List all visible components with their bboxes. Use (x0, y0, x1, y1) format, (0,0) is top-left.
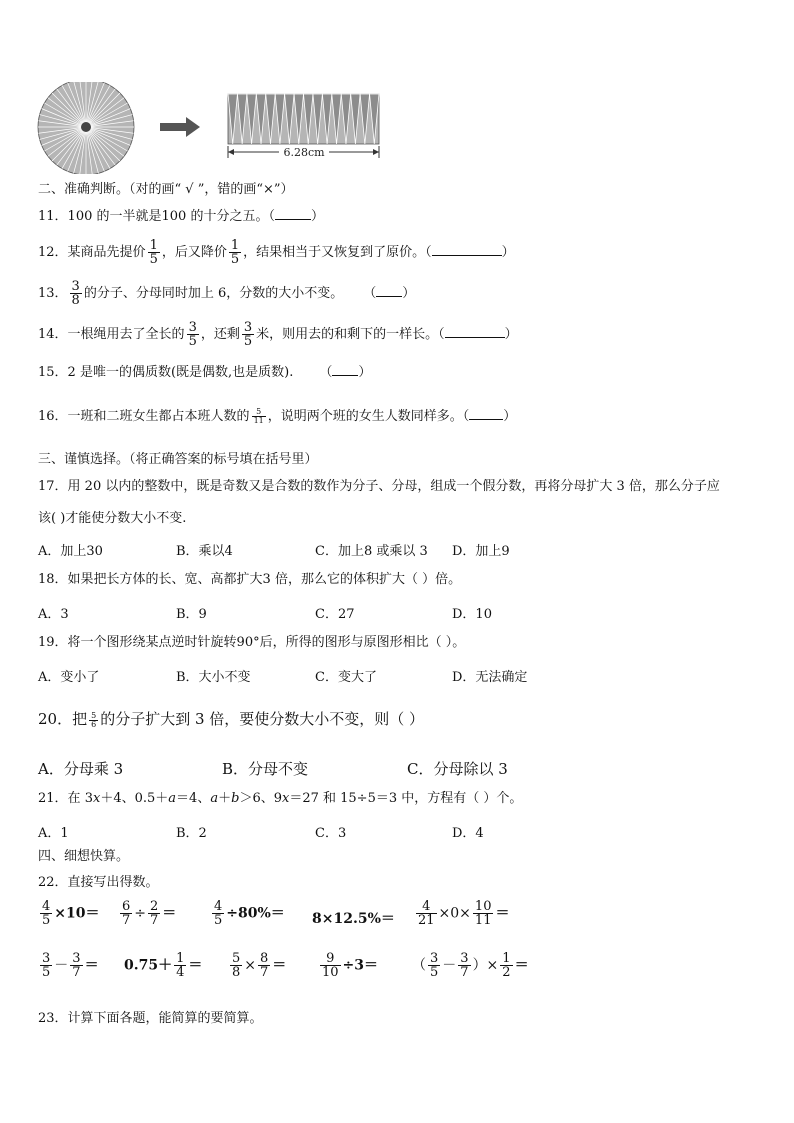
fraction (458, 952, 470, 979)
denominator: 4 (176, 965, 185, 980)
option-b[interactable]: B．2 (176, 826, 207, 841)
answer-blank[interactable] (432, 243, 502, 256)
denominator: 7 (460, 965, 469, 980)
option-d[interactable]: D．加上9 (452, 544, 510, 559)
numerator: 1 (149, 238, 158, 253)
denominator: 7 (72, 965, 81, 980)
numerator: 3 (430, 951, 439, 966)
operator: － (54, 957, 69, 974)
question-number: 19． (38, 635, 68, 650)
question-20 (38, 704, 424, 734)
expression-part: ＋ (218, 791, 232, 806)
fraction (174, 952, 186, 979)
question-text: 米，则用去的和剩下的一样长。（ (256, 327, 445, 342)
fraction (416, 900, 437, 927)
fraction (500, 952, 512, 979)
option-c[interactable]: C．27 (315, 607, 355, 622)
section-4-heading: 四、细想快算。 (38, 849, 130, 864)
question-text: 100 的一半就是100 的十分之五。（ (67, 209, 275, 224)
fraction (40, 952, 52, 979)
option-d[interactable]: D．10 (452, 607, 492, 622)
question-number: 11． (38, 209, 68, 224)
question-number: 18． (38, 572, 68, 587)
option-c[interactable]: C．变大了 (315, 670, 377, 685)
option-b[interactable]: B．分母不变 (222, 760, 309, 778)
option-d[interactable]: D．无法确定 (452, 670, 528, 685)
question-number: 12． (38, 245, 68, 260)
denominator: 5 (430, 965, 439, 980)
denominator: 10 (322, 965, 339, 980)
closing-paren: ） (402, 286, 416, 301)
fraction (473, 900, 494, 927)
right-arrow-icon (160, 117, 200, 137)
denominator: 5 (214, 913, 223, 928)
numerator: 1 (176, 951, 185, 966)
question-text: 在 (67, 791, 81, 806)
fraction (212, 900, 224, 927)
expression-part: ＞6、9 (239, 791, 282, 806)
numerator: 3 (243, 320, 253, 335)
denominator: 7 (122, 913, 131, 928)
denominator: 2 (502, 965, 511, 980)
fraction (229, 239, 241, 266)
length-label: 6.28cm (283, 146, 325, 159)
numerator: 6 (122, 899, 131, 914)
expression-part: ＋4、0.5＋ (100, 791, 169, 806)
numerator: 1 (230, 238, 240, 253)
numerator: 2 (150, 899, 159, 914)
numerator: 4 (42, 899, 51, 914)
option-a[interactable]: A．1 (38, 826, 69, 841)
circle-rearrangement-figure (36, 82, 396, 174)
denominator: 5 (149, 252, 158, 267)
fraction (70, 280, 82, 307)
question-text: 的分子、分母同时加上 6，分数的大小不变。 (83, 286, 344, 301)
calc-item (210, 900, 285, 927)
closing-paren: ） (504, 327, 518, 342)
question-text: ，还剩 (200, 327, 240, 342)
expression-part: ＝ (84, 957, 99, 974)
operator: ÷ (134, 905, 147, 922)
expression-part: 0.75＋ (124, 957, 173, 974)
denominator: 21 (418, 913, 435, 928)
denominator: 5 (230, 252, 240, 267)
numerator: 3 (460, 951, 469, 966)
option-b[interactable]: B．9 (176, 607, 207, 622)
question-number: 13． (38, 286, 68, 301)
question-text: 某商品先提价 (67, 245, 146, 260)
expression-part: ＝ (514, 957, 529, 974)
fraction (148, 239, 160, 266)
expression-part: ×0× (438, 905, 471, 922)
opening-paren: （ (319, 365, 333, 380)
question-number: 20． (38, 710, 73, 728)
question-text: 2 是唯一的偶质数(既是偶数,也是质数). (67, 365, 294, 380)
question-number: 17． (38, 479, 68, 494)
question-21 (38, 790, 522, 808)
numerator: 3 (188, 320, 197, 335)
expression-part: ＝ (495, 905, 510, 922)
question-number: 14． (38, 327, 68, 342)
question-number: 22． (38, 875, 68, 890)
denominator: 5 (42, 913, 51, 928)
expression-part: ）× (472, 957, 499, 974)
fraction (320, 952, 341, 979)
numerator: 5 (232, 951, 241, 966)
answer-blank[interactable] (332, 363, 358, 376)
question-text: ，说明两个班的女生人数同样多。（ (267, 409, 470, 424)
option-b[interactable]: B．乘以4 (176, 544, 233, 559)
denominator: 11 (474, 913, 492, 928)
opening-paren: （ (363, 286, 377, 301)
denominator: 5 (188, 334, 197, 349)
rearranged-sector-strip (228, 94, 379, 144)
option-a[interactable]: A．变小了 (38, 670, 100, 685)
option-c[interactable]: C．3 (315, 826, 347, 841)
calc-item (414, 900, 509, 927)
calc-item (38, 952, 99, 979)
denominator: 6 (91, 719, 97, 729)
section-2-heading: 二、准确判断。（对的画“ √ ”，错的画“×”） (38, 182, 294, 197)
question-12 (38, 236, 515, 270)
expression-part: ×10＝ (54, 905, 100, 922)
question-text: 一根绳用去了全长的 (67, 327, 185, 342)
question-text: 将一个图形绕某点逆时针旋转90°后，所得的图形与原图形相比（ ）。 (67, 635, 466, 650)
question-19 (38, 634, 465, 652)
numerator: 1 (502, 951, 511, 966)
option-a[interactable]: A．加上30 (38, 544, 103, 559)
operator: － (442, 957, 457, 974)
question-number: 23． (38, 1011, 68, 1026)
numerator: 5 (252, 408, 266, 417)
variable: a (168, 791, 177, 806)
fraction (252, 408, 266, 425)
calc-item (228, 952, 286, 979)
numerator: 3 (42, 951, 51, 966)
section-3-heading: 三、谨慎选择。（将正确答案的标号填在括号里） (38, 452, 318, 467)
question-text: 直接写出得数。 (67, 875, 159, 890)
denominator: 8 (232, 965, 241, 980)
numerator: 8 (260, 951, 269, 966)
closing-paren: ） (358, 365, 372, 380)
numerator: 5 (91, 710, 97, 720)
expression-part: ＝ (188, 957, 203, 974)
question-11 (38, 207, 324, 226)
answer-blank[interactable] (275, 207, 311, 220)
question-17-continued: 该( )才能使分数大小不变. (38, 511, 187, 526)
closing-paren: ） (503, 409, 517, 424)
question-13 (38, 277, 415, 311)
calc-item (124, 952, 202, 979)
length-dimension-line (228, 145, 379, 159)
question-text: ，后又降价 (161, 245, 227, 260)
fraction (242, 321, 254, 348)
fraction (40, 900, 52, 927)
expression-part: ＝27 和 15÷5＝3 中，方程有（ ）个。 (289, 791, 523, 806)
answer-blank[interactable] (445, 325, 505, 338)
denominator: 7 (150, 913, 159, 928)
expression-part: ＝ (162, 905, 177, 922)
expression-part: ＝4、 (176, 791, 211, 806)
variable: x (92, 791, 101, 806)
fraction (120, 900, 132, 927)
calc-item (118, 900, 176, 927)
numerator: 4 (416, 900, 437, 914)
question-14 (38, 318, 518, 352)
option-d[interactable]: D．4 (452, 826, 484, 841)
option-c[interactable]: C．加上8 或乘以 3 (315, 544, 428, 559)
question-23 (38, 1010, 263, 1028)
question-text: 的分子扩大到 3 倍，要使分数大小不变，则（ ） (100, 710, 425, 728)
numerator: 3 (71, 279, 80, 294)
question-22 (38, 874, 159, 892)
calc-item: 8×12.5%＝ (312, 911, 395, 927)
fraction (230, 952, 242, 979)
fraction (428, 952, 440, 979)
denominator: 8 (71, 293, 80, 308)
question-text: 如果把长方体的长、宽、高都扩大3 倍，那么它的体积扩大（ ）倍。 (67, 572, 462, 587)
answer-blank[interactable] (376, 284, 402, 297)
question-text: ，结果相当于又恢复到了原价。（ (243, 245, 432, 260)
option-c[interactable]: C．分母除以 3 (407, 760, 508, 778)
expression-part: ÷3＝ (342, 957, 379, 974)
question-text: 用 20 以内的整数中，既是奇数又是合数的数作为分子、分母，组成一个假分数，再将分母扩大 3 倍，那么分子应 (67, 479, 720, 494)
variable: x (281, 791, 290, 806)
denominator: 5 (42, 965, 51, 980)
calc-item (38, 900, 100, 927)
denominator: 11 (253, 416, 264, 425)
numerator: 10 (474, 899, 492, 914)
question-text: 把 (72, 710, 88, 728)
option-a[interactable]: A．分母乘 3 (38, 760, 124, 778)
variable: a (210, 791, 219, 806)
calc-item (412, 952, 529, 979)
fraction (187, 321, 199, 348)
question-number: 16． (38, 409, 68, 424)
open-paren: （ (412, 957, 426, 974)
fraction (258, 952, 270, 979)
expression-part: 3 (84, 791, 93, 806)
calc-item (318, 952, 378, 979)
option-b[interactable]: B．大小不变 (176, 670, 251, 685)
fraction (70, 952, 82, 979)
expression-part: ＝ (272, 957, 287, 974)
numerator: 3 (72, 951, 81, 966)
operator: × (244, 957, 257, 974)
answer-blank[interactable] (469, 407, 503, 420)
question-number: 21． (38, 791, 68, 806)
denominator: 7 (260, 965, 269, 980)
circle-divided-into-sectors (38, 82, 134, 174)
question-number: 15． (38, 365, 68, 380)
option-a[interactable]: A．3 (38, 607, 69, 622)
expression-part: ÷80%＝ (226, 905, 285, 922)
question-17 (38, 478, 720, 496)
closing-paren: ） (501, 245, 515, 260)
question-18 (38, 571, 461, 589)
question-text: 一班和二班女生都占本班人数的 (67, 409, 250, 424)
closing-paren: ） (310, 209, 324, 224)
variable: b (231, 791, 240, 806)
denominator: 5 (243, 334, 253, 349)
question-16 (38, 402, 516, 432)
question-text: 计算下面各题，能简算的要简算。 (67, 1011, 263, 1026)
fraction (148, 900, 160, 927)
numerator: 9 (320, 952, 341, 966)
fraction (89, 712, 98, 729)
question-15 (38, 363, 371, 382)
numerator: 4 (214, 899, 223, 914)
